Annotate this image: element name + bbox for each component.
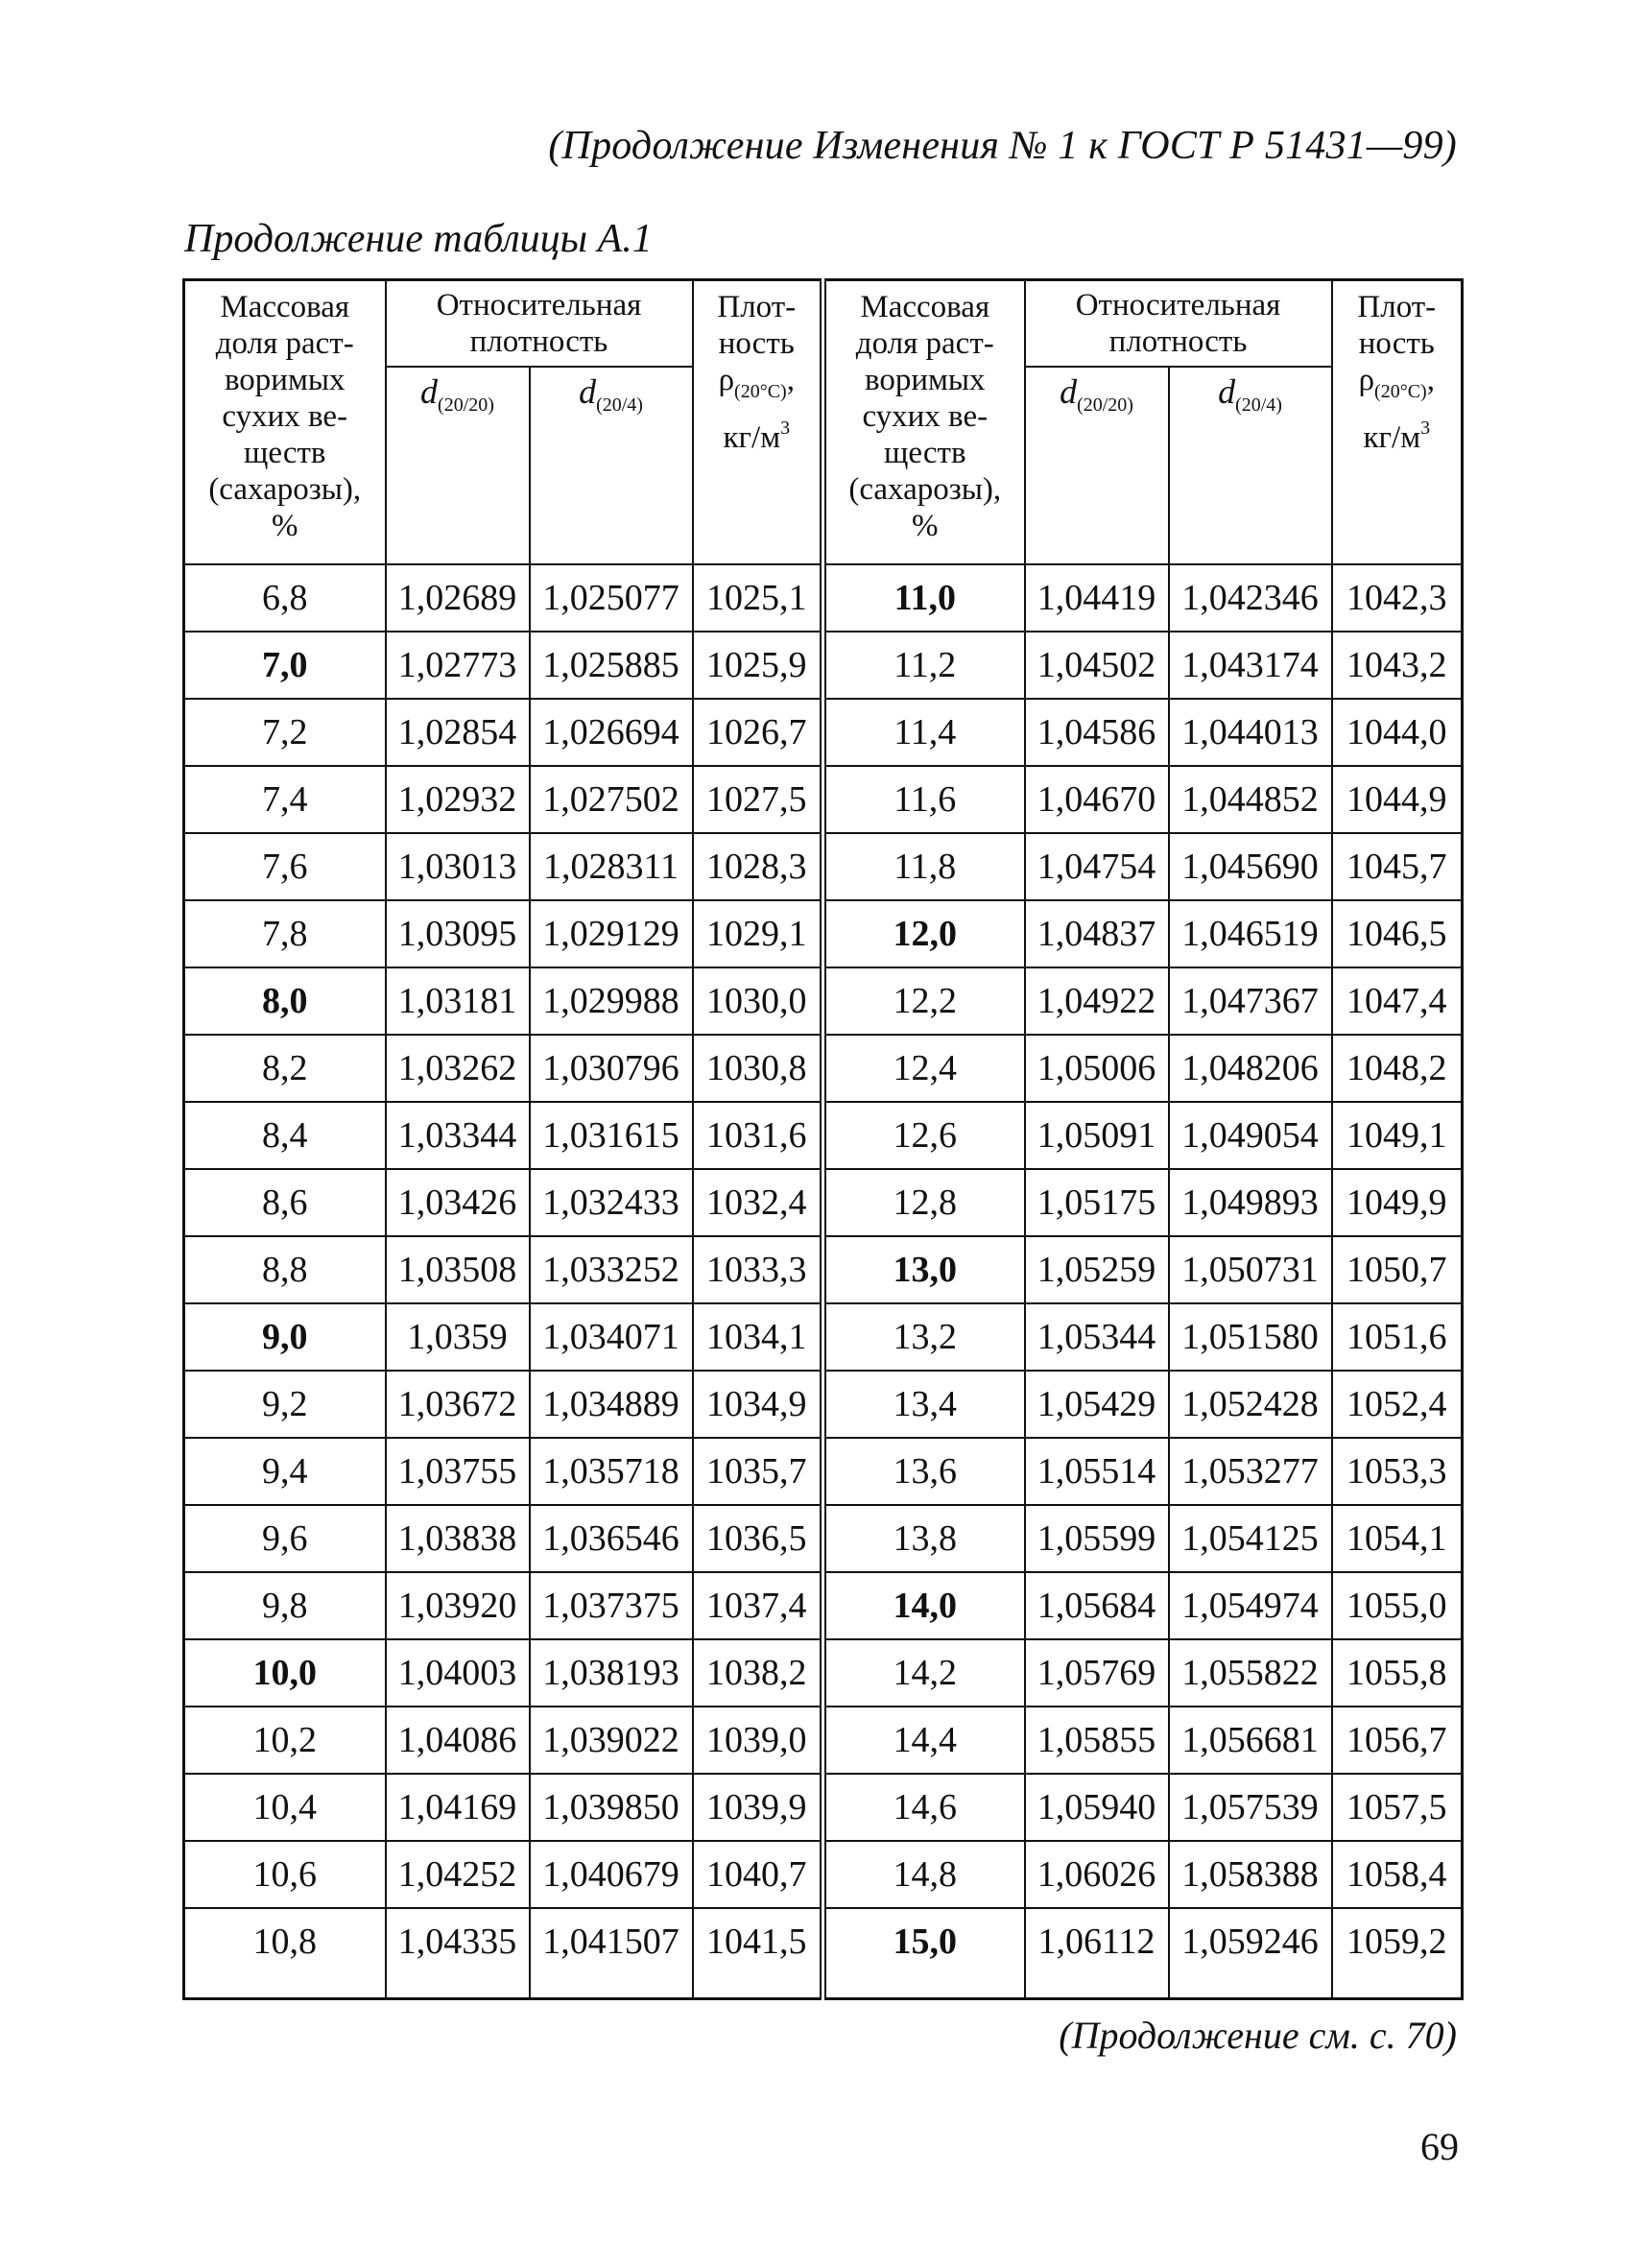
table-cell: 14,0 <box>823 1572 1025 1639</box>
header-rho-line: $\rho_{(20^\circ С)}$, <box>718 363 795 402</box>
table-row <box>184 1774 1463 1841</box>
table-cell: 1,04169 <box>386 1774 530 1841</box>
table-cell: 1029,1 <box>693 900 823 967</box>
header-mass-line: ществ <box>884 436 966 470</box>
header-mass-line: доля раст- <box>855 326 994 361</box>
table-cell: 8,4 <box>184 1102 386 1169</box>
table-cell: 11,0 <box>823 564 1025 632</box>
table-cell: 1,027502 <box>530 766 693 833</box>
table-cell: 1040,7 <box>693 1841 823 1908</box>
table-cell: 1,02854 <box>386 699 530 766</box>
table-body <box>184 564 1463 1999</box>
table-cell: 1,04252 <box>386 1841 530 1908</box>
table-row <box>184 699 1463 766</box>
table-cell: 1,051580 <box>1169 1303 1332 1371</box>
table-cell: 11,2 <box>823 632 1025 699</box>
table-row <box>184 1236 1463 1303</box>
table-cell: 1,055822 <box>1169 1639 1332 1707</box>
table-cell: 1057,5 <box>1332 1774 1463 1841</box>
table-cell: 1,05259 <box>1025 1236 1169 1303</box>
table-cell: 1,05344 <box>1025 1303 1169 1371</box>
table-cell: 1,034071 <box>530 1303 693 1371</box>
table-cell: 1055,8 <box>1332 1639 1463 1707</box>
table-row <box>184 1169 1463 1236</box>
table-cell: 1034,9 <box>693 1371 823 1438</box>
table-cell: 1033,3 <box>693 1236 823 1303</box>
table-cell: 1056,7 <box>1332 1707 1463 1774</box>
table-cell: 1,05006 <box>1025 1035 1169 1102</box>
table-cell: 1,052428 <box>1169 1371 1332 1438</box>
table-cell: 1047,4 <box>1332 967 1463 1035</box>
header-d-20-4-left <box>530 367 693 564</box>
table-cell: 1051,6 <box>1332 1303 1463 1371</box>
header-density-line: Плот- <box>717 290 797 324</box>
table-cell: 11,6 <box>823 766 1025 833</box>
table-cell: 7,6 <box>184 833 386 900</box>
table-cell: 1,044852 <box>1169 766 1332 833</box>
table-cell: 1,048206 <box>1169 1035 1332 1102</box>
table-cell: 7,4 <box>184 766 386 833</box>
table-cell: 1049,9 <box>1332 1169 1463 1236</box>
table-cell: 9,2 <box>184 1371 386 1438</box>
table-cell: 1028,3 <box>693 833 823 900</box>
table-cell: 1,028311 <box>530 833 693 900</box>
table-cell: 1,042346 <box>1169 564 1332 632</box>
header-density-left <box>693 280 823 565</box>
header-mass-line: воримых <box>224 363 345 397</box>
table-cell: 1030,0 <box>693 967 823 1035</box>
table-cell: 1,054125 <box>1169 1505 1332 1572</box>
table-cell: 1,03344 <box>386 1102 530 1169</box>
table-cell: 1,043174 <box>1169 632 1332 699</box>
header-d-symbol: d <box>579 372 597 411</box>
table-cell: 11,8 <box>823 833 1025 900</box>
footer-note: (Продолжение см. с. 70) <box>1059 2014 1457 2057</box>
table-cell: 1025,9 <box>693 632 823 699</box>
table-cell: 12,4 <box>823 1035 1025 1102</box>
table-row <box>184 1102 1463 1169</box>
table-cell: 1035,7 <box>693 1438 823 1505</box>
table-cell: 1,03508 <box>386 1236 530 1303</box>
header-mass-line: (сахарозы), <box>208 472 362 507</box>
table-cell: 1048,2 <box>1332 1035 1463 1102</box>
table-cell: 1,036546 <box>530 1505 693 1572</box>
header-rho-unit-sup: 3 <box>1420 418 1431 439</box>
table-cell: 1,03262 <box>386 1035 530 1102</box>
table-cell: 1049,1 <box>1332 1102 1463 1169</box>
table-row <box>184 1639 1463 1707</box>
table-cell: 10,8 <box>184 1908 386 1999</box>
table-cell: 1036,5 <box>693 1505 823 1572</box>
table-cell: 1043,2 <box>1332 632 1463 699</box>
header-rho-subscript: (20°С) <box>1374 381 1427 402</box>
table-row <box>184 1371 1463 1438</box>
table-cell: 1,044013 <box>1169 699 1332 766</box>
table-cell: 1039,9 <box>693 1774 823 1841</box>
header-mass-fraction-left <box>184 280 386 565</box>
table-cell: 1,04502 <box>1025 632 1169 699</box>
table-cell: 1,02932 <box>386 766 530 833</box>
table-cell: 15,0 <box>823 1908 1025 1999</box>
table-cell: 1053,3 <box>1332 1438 1463 1505</box>
header-rho-unit: кг/м <box>1363 420 1421 455</box>
header-rho-unit: кг/м <box>723 420 781 455</box>
table-caption: Продолжение таблицы А.1 <box>184 217 653 261</box>
table-cell: 1,04670 <box>1025 766 1169 833</box>
table-cell: 1,06112 <box>1025 1908 1169 1999</box>
table-cell: 1045,7 <box>1332 833 1463 900</box>
table-row <box>184 1908 1463 1999</box>
table-cell: 1038,2 <box>693 1639 823 1707</box>
table-cell: 10,0 <box>184 1639 386 1707</box>
table-cell: 1,04419 <box>1025 564 1169 632</box>
table-cell: 1058,4 <box>1332 1841 1463 1908</box>
table-cell: 10,6 <box>184 1841 386 1908</box>
table-cell: 12,2 <box>823 967 1025 1035</box>
table-cell: 1,045690 <box>1169 833 1332 900</box>
table-cell: 7,2 <box>184 699 386 766</box>
header-mass-line: Массовая <box>220 290 350 324</box>
header-mass-line: доля раст- <box>215 326 354 361</box>
table-cell: 1,05175 <box>1025 1169 1169 1236</box>
table-cell: 1,039022 <box>530 1707 693 1774</box>
header-mass-line: сухих ве- <box>862 399 989 434</box>
header-d-symbol: d <box>1218 372 1236 411</box>
table-cell: 8,8 <box>184 1236 386 1303</box>
table-cell: 9,4 <box>184 1438 386 1505</box>
table-cell: 1,03013 <box>386 833 530 900</box>
table-cell: 1,053277 <box>1169 1438 1332 1505</box>
table-cell: 12,6 <box>823 1102 1025 1169</box>
table-cell: 1,05769 <box>1025 1639 1169 1707</box>
table-cell: 1,05855 <box>1025 1707 1169 1774</box>
table-row <box>184 1303 1463 1371</box>
header-d-subscript: (20/20) <box>438 394 494 416</box>
table-cell: 1,05514 <box>1025 1438 1169 1505</box>
table-cell: 8,0 <box>184 967 386 1035</box>
table-row <box>184 1707 1463 1774</box>
table-cell: 6,8 <box>184 564 386 632</box>
header-unit-line <box>694 410 821 456</box>
table-cell: 1,05940 <box>1025 1774 1169 1841</box>
table-cell: 1,03838 <box>386 1505 530 1572</box>
table-cell: 1034,1 <box>693 1303 823 1371</box>
header-density-line: ность <box>1358 326 1435 361</box>
table-cell: 1,025885 <box>530 632 693 699</box>
header-mass-line: Массовая <box>860 290 990 324</box>
table-cell: 1031,6 <box>693 1102 823 1169</box>
table-cell: 1,04003 <box>386 1639 530 1707</box>
table-cell: 1,030796 <box>530 1035 693 1102</box>
table-row <box>184 1841 1463 1908</box>
table-row <box>184 1572 1463 1639</box>
header-relative-density-left: Относительная плотность <box>386 280 693 368</box>
table-cell: 1,029988 <box>530 967 693 1035</box>
table-cell: 1,03095 <box>386 900 530 967</box>
table-cell: 1,049893 <box>1169 1169 1332 1236</box>
table-cell: 1,037375 <box>530 1572 693 1639</box>
table-cell: 1059,2 <box>1332 1908 1463 1999</box>
table-cell: 1,04335 <box>386 1908 530 1999</box>
table-cell: 14,2 <box>823 1639 1025 1707</box>
table-cell: 1026,7 <box>693 699 823 766</box>
table-cell: 7,8 <box>184 900 386 967</box>
table-cell: 1,03920 <box>386 1572 530 1639</box>
table-row <box>184 632 1463 699</box>
header-density-right <box>1332 280 1463 565</box>
table-cell: 1044,9 <box>1332 766 1463 833</box>
table-cell: 1,04754 <box>1025 833 1169 900</box>
table-row <box>184 1505 1463 1572</box>
table-cell: 1037,4 <box>693 1572 823 1639</box>
header-relative-density-right: Относительная плотность <box>1025 280 1332 368</box>
table-cell: 9,8 <box>184 1572 386 1639</box>
header-d-20-20-left <box>386 367 530 564</box>
table-cell: 1,056681 <box>1169 1707 1332 1774</box>
table-cell: 1,034889 <box>530 1371 693 1438</box>
table-cell: 11,4 <box>823 699 1025 766</box>
table-cell: 13,6 <box>823 1438 1025 1505</box>
table-cell: 9,6 <box>184 1505 386 1572</box>
table-cell: 1041,5 <box>693 1908 823 1999</box>
header-mass-line: ществ <box>243 436 326 470</box>
header-mass-line: сухих ве- <box>222 399 348 434</box>
header-d-subscript: (20/4) <box>596 394 643 416</box>
header-d-subscript: (20/20) <box>1077 394 1133 416</box>
table-cell: 1,04837 <box>1025 900 1169 967</box>
header-density-line: ность <box>718 326 795 361</box>
table-cell: 1,059246 <box>1169 1908 1332 1999</box>
table-cell: 1,039850 <box>530 1774 693 1841</box>
table-cell: 1,02689 <box>386 564 530 632</box>
table-row <box>184 1035 1463 1102</box>
table-row <box>184 766 1463 833</box>
header-mass-line: % <box>912 509 939 543</box>
table-cell: 12,0 <box>823 900 1025 967</box>
table-cell: 1,04922 <box>1025 967 1169 1035</box>
page-number: 69 <box>1420 2125 1459 2168</box>
table-cell: 13,4 <box>823 1371 1025 1438</box>
table-cell: 7,0 <box>184 632 386 699</box>
table-cell: 1,03755 <box>386 1438 530 1505</box>
table-cell: 1,05091 <box>1025 1102 1169 1169</box>
table-cell: 1046,5 <box>1332 900 1463 967</box>
table-cell: 13,0 <box>823 1236 1025 1303</box>
table-cell: 1,05684 <box>1025 1572 1169 1639</box>
header-d-symbol: d <box>1060 372 1078 411</box>
table-cell: 1,04586 <box>1025 699 1169 766</box>
header-mass-fraction-right <box>823 280 1025 565</box>
table-cell: 1,033252 <box>530 1236 693 1303</box>
header-rho-symbol: ρ <box>718 363 735 397</box>
table-cell: 1,029129 <box>530 900 693 967</box>
header-rho-symbol: ρ <box>1358 363 1375 397</box>
table-cell: 1052,4 <box>1332 1371 1463 1438</box>
header-d-subscript: (20/4) <box>1235 394 1282 416</box>
table-cell: 1039,0 <box>693 1707 823 1774</box>
table-cell: 10,2 <box>184 1707 386 1774</box>
table-cell: 1,050731 <box>1169 1236 1332 1303</box>
table-cell: 1,057539 <box>1169 1774 1332 1841</box>
table-cell: 1032,4 <box>693 1169 823 1236</box>
table-cell: 1030,8 <box>693 1035 823 1102</box>
table-cell: 1,03672 <box>386 1371 530 1438</box>
table-cell: 1,0359 <box>386 1303 530 1371</box>
table-cell: 1044,0 <box>1332 699 1463 766</box>
table-cell: 1,05429 <box>1025 1371 1169 1438</box>
table-cell: 1027,5 <box>693 766 823 833</box>
table-cell: 1,041507 <box>530 1908 693 1999</box>
table-row <box>184 900 1463 967</box>
table-cell: 1,025077 <box>530 564 693 632</box>
table-cell: 8,6 <box>184 1169 386 1236</box>
table-cell: 1,031615 <box>530 1102 693 1169</box>
table-cell: 1050,7 <box>1332 1236 1463 1303</box>
header-d-symbol: d <box>420 372 439 411</box>
table-row <box>184 967 1463 1035</box>
table-cell: 1025,1 <box>693 564 823 632</box>
table-row <box>184 1438 1463 1505</box>
table-cell: 1,03181 <box>386 967 530 1035</box>
table-cell: 14,4 <box>823 1707 1025 1774</box>
header-density-line: Плот- <box>1357 290 1437 324</box>
table-cell: 1042,3 <box>1332 564 1463 632</box>
table-cell: 1,058388 <box>1169 1841 1332 1908</box>
header-mass-line: воримых <box>864 363 986 397</box>
table-cell: 1,02773 <box>386 632 530 699</box>
table-cell: 14,6 <box>823 1774 1025 1841</box>
header-rho-subscript: (20°С) <box>734 381 787 402</box>
table-cell: 1,026694 <box>530 699 693 766</box>
header-note: (Продолжение Изменения № 1 к ГОСТ Р 51431—99) <box>548 124 1457 168</box>
table-cell: 1,05599 <box>1025 1505 1169 1572</box>
header-mass-line: (сахарозы), <box>848 472 1002 507</box>
table-cell: 10,4 <box>184 1774 386 1841</box>
table-cell: 1,06026 <box>1025 1841 1169 1908</box>
table-row <box>184 833 1463 900</box>
table-cell: 1,038193 <box>530 1639 693 1707</box>
table-cell: 8,2 <box>184 1035 386 1102</box>
table-cell: 1,054974 <box>1169 1572 1332 1639</box>
table-cell: 14,8 <box>823 1841 1025 1908</box>
table-cell: 1,03426 <box>386 1169 530 1236</box>
table-cell: 1,035718 <box>530 1438 693 1505</box>
density-table <box>182 278 1464 2000</box>
table-row <box>184 564 1463 632</box>
header-rho-unit-sup: 3 <box>780 418 791 439</box>
table-cell: 13,8 <box>823 1505 1025 1572</box>
header-rho-line: $\rho_{(20^\circ С)}$, <box>1358 363 1435 402</box>
table-cell: 1,049054 <box>1169 1102 1332 1169</box>
table-cell: 1,046519 <box>1169 900 1332 967</box>
header-d-20-20-right <box>1025 367 1169 564</box>
table-cell: 12,8 <box>823 1169 1025 1236</box>
header-unit-line <box>1333 410 1462 456</box>
table-cell: 13,2 <box>823 1303 1025 1371</box>
header-mass-line: % <box>272 509 298 543</box>
table-cell: 1055,0 <box>1332 1572 1463 1639</box>
table-cell: 1,040679 <box>530 1841 693 1908</box>
table-cell: 1,047367 <box>1169 967 1332 1035</box>
table-cell: 9,0 <box>184 1303 386 1371</box>
header-d-20-4-right <box>1169 367 1332 564</box>
table-cell: 1,04086 <box>386 1707 530 1774</box>
table-cell: 1054,1 <box>1332 1505 1463 1572</box>
table-cell: 1,032433 <box>530 1169 693 1236</box>
